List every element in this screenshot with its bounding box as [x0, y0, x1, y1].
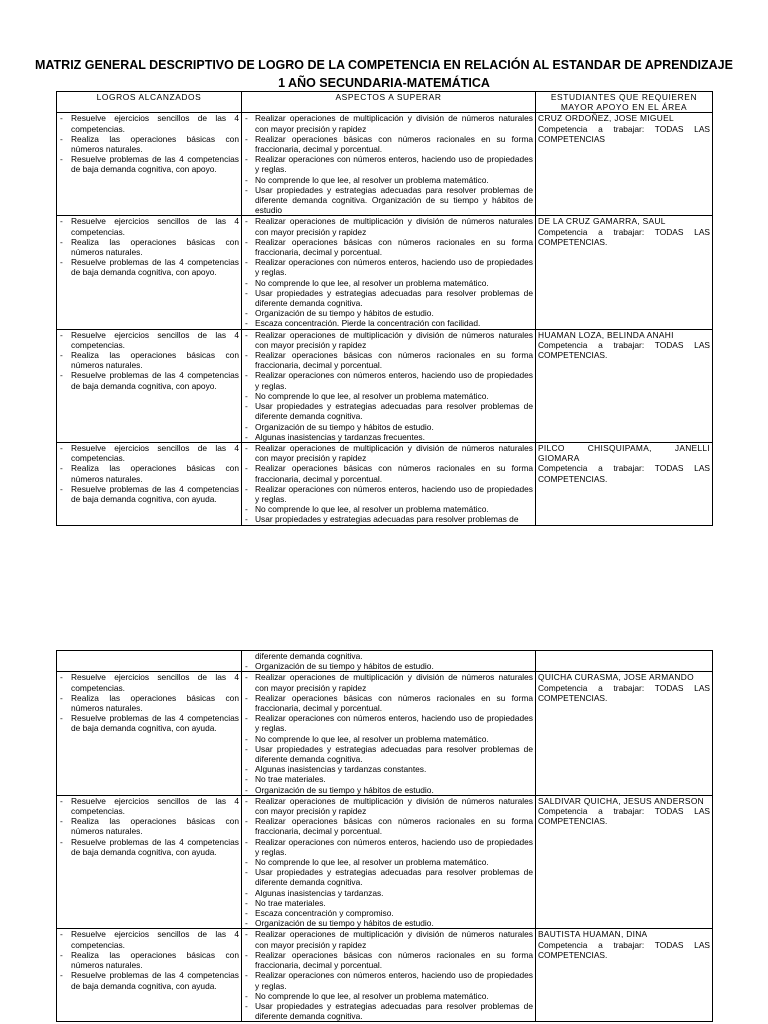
student-cell — [536, 795, 713, 929]
logros-cell — [57, 442, 242, 525]
aspecto-item: - Realizar operaciones con números enteros, haciendo uso de propiedades y reglas. — [244, 154, 533, 174]
aspecto-item: - Realizar operaciones con números enteros, haciendo uso de propiedades y reglas. — [244, 970, 533, 990]
student-competencia: Competencia a trabajar: TODAS LAS COMPETENCIAS. — [538, 939, 710, 960]
student-cell — [536, 216, 713, 329]
logro-item: - Realiza las operaciones básicas con números naturales. — [59, 950, 239, 970]
achievement-matrix-table-continued — [56, 650, 713, 1022]
table-row — [57, 442, 713, 525]
logros-cell — [57, 329, 242, 442]
student-name: BAUTISTA HUAMAN, DINA — [538, 929, 648, 940]
aspectos-cell — [242, 329, 536, 442]
aspecto-item: - Realizar operaciones de multiplicación y división de números naturales con mayor precisión y rapidez — [244, 216, 533, 236]
document-subtitle: 1 AÑO SECUNDARIA-MATEMÁTICA — [278, 76, 490, 90]
student-cell — [536, 672, 713, 795]
logro-item: - Resuelve problemas de las 4 competencias de baja demanda cognitiva, con ayuda. — [59, 713, 239, 733]
logros-cell — [57, 795, 242, 929]
logro-item: - Resuelve ejercicios sencillos de las 4 competencias. — [59, 672, 239, 692]
table-row — [57, 329, 713, 442]
table-row — [57, 795, 713, 929]
header-aspectos: ASPECTOS A SUPERAR — [242, 92, 536, 113]
logro-item: - Realiza las operaciones básicas con números naturales. — [59, 350, 239, 370]
aspecto-item: - Algunas inasistencias y tardanzas constantes. — [244, 764, 533, 774]
achievement-matrix-table — [56, 91, 713, 526]
header-logros: LOGROS ALCANZADOS — [57, 92, 242, 113]
logro-item: - Resuelve ejercicios sencillos de las 4 competencias. — [59, 929, 239, 949]
aspecto-item: - Organización de su tiempo y hábitos de estudio. — [244, 785, 533, 795]
aspectos-cell — [242, 672, 536, 795]
logro-item: - Resuelve problemas de las 4 competencias de baja demanda cognitiva, con apoyo. — [59, 154, 239, 174]
student-name: PILCO CHISQUIPAMA, JANELLI GIOMARA — [538, 442, 710, 464]
aspecto-item: - Escaza concentración. Pierde la concentración con facilidad. — [244, 318, 533, 328]
continuation-aspectos-cell — [242, 651, 536, 672]
logros-cell — [57, 216, 242, 329]
logro-item: - Resuelve problemas de las 4 competencias de baja demanda cognitiva, con ayuda. — [59, 837, 239, 857]
aspecto-item: - Realizar operaciones con números enteros, haciendo uso de propiedades y reglas. — [244, 484, 533, 504]
aspectos-cell — [242, 442, 536, 525]
aspecto-item: - Realizar operaciones de multiplicación y división de números naturales con mayor precisión y rapidez — [244, 929, 533, 949]
aspecto-item: - Usar propiedades y estrategias adecuadas para resolver problemas de — [244, 514, 533, 524]
aspecto-item: - No trae materiales. — [244, 774, 533, 784]
logro-item: - Resuelve problemas de las 4 competencias de baja demanda cognitiva, con ayuda. — [59, 970, 239, 990]
aspecto-item: - No trae materiales. — [244, 898, 533, 908]
student-competencia: Competencia a trabajar: TODAS LAS COMPETENCIAS. — [538, 806, 710, 827]
aspecto-item: - Realizar operaciones básicas con números racionales en su forma fraccionaria, decimal y porcentual. — [244, 463, 533, 483]
aspecto-item: - Usar propiedades y estrategias adecuadas para resolver problemas de diferente demanda cognitiva. — [244, 401, 533, 421]
student-name: CRUZ ORDOÑEZ, JOSE MIGUEL — [538, 113, 674, 124]
continuation-student-cell — [536, 651, 713, 672]
logros-cell — [57, 672, 242, 795]
aspecto-item: - Realizar operaciones con números enteros, haciendo uso de propiedades y reglas. — [244, 713, 533, 733]
aspectos-cell — [242, 113, 536, 216]
table-row — [57, 216, 713, 329]
aspecto-item: - Realizar operaciones básicas con números racionales en su forma fraccionaria, decimal y porcentual. — [244, 950, 533, 970]
aspecto-item: - Realizar operaciones con números enteros, haciendo uso de propiedades y reglas. — [244, 370, 533, 390]
table-header-row — [57, 92, 713, 113]
aspecto-item: - Realizar operaciones de multiplicación y división de números naturales con mayor precisión y rapidez — [244, 796, 533, 816]
student-competencia: Competencia a trabajar: TODAS LAS COMPETENCIAS. — [538, 339, 710, 361]
logro-item: - Resuelve ejercicios sencillos de las 4 competencias. — [59, 330, 239, 350]
logro-item: - Resuelve ejercicios sencillos de las 4 competencias. — [59, 216, 239, 236]
aspectos-cell — [242, 929, 536, 1022]
aspecto-item: - Realizar operaciones de multiplicación y división de números naturales con mayor precisión y rapidez — [244, 113, 533, 133]
logro-item: - Realiza las operaciones básicas con números naturales. — [59, 693, 239, 713]
logros-cell — [57, 113, 242, 216]
aspecto-item: - Realizar operaciones con números enteros, haciendo uso de propiedades y reglas. — [244, 837, 533, 857]
document-title: MATRIZ GENERAL DESCRIPTIVO DE LOGRO DE LA COMPETENCIA EN RELACIÓN AL ESTANDAR DE APRENDIZAJE — [35, 58, 733, 72]
aspectos-cell — [242, 216, 536, 329]
aspecto-item: - Realizar operaciones básicas con números racionales en su forma fraccionaria, decimal y porcentual. — [244, 350, 533, 370]
aspecto-item: - No comprende lo que lee, al resolver un problema matemático. — [244, 734, 533, 744]
aspectos-cell — [242, 795, 536, 929]
aspecto-item: - No comprende lo que lee, al resolver un problema matemático. — [244, 857, 533, 867]
header-estudiantes: ESTUDIANTES QUE REQUIEREN MAYOR APOYO EN EL ÁREA — [536, 92, 713, 113]
student-competencia: Competencia a trabajar: TODAS LAS COMPETENCIAS. — [538, 682, 710, 703]
aspecto-item: - Escaza concentración y compromiso. — [244, 908, 533, 918]
student-competencia: Competencia a trabajar: TODAS LAS COMPETENCIAS. — [538, 463, 710, 484]
logro-item: - Realiza las operaciones básicas con números naturales. — [59, 237, 239, 257]
table-row — [57, 929, 713, 1022]
aspecto-item: - Usar propiedades y estrategias adecuadas para resolver problemas de diferente demanda cognitiva. — [244, 1001, 533, 1021]
aspecto-item: - Organización de su tiempo y hábitos de estudio. — [244, 918, 533, 928]
student-competencia: Competencia a trabajar: TODAS LAS COMPETENCIAS. — [538, 226, 710, 247]
aspecto-item: - No comprende lo que lee, al resolver un problema matemático. — [244, 278, 533, 288]
aspecto-item: - No comprende lo que lee, al resolver un problema matemático. — [244, 991, 533, 1001]
aspecto-item: - Organización de su tiempo y hábitos de estudio. — [244, 308, 533, 318]
logros-cell — [57, 929, 242, 1022]
continuation-row — [57, 651, 713, 672]
aspecto-item: - Usar propiedades y estrategias adecuadas para resolver problemas de diferente demanda cognitiva. — [244, 288, 533, 308]
logro-item: - Resuelve ejercicios sencillos de las 4 competencias. — [59, 443, 239, 463]
aspecto-item: - Realizar operaciones básicas con números racionales en su forma fraccionaria, decimal y porcentual. — [244, 134, 533, 154]
student-cell — [536, 442, 713, 525]
aspecto-item: - Realizar operaciones básicas con números racionales en su forma fraccionaria, decimal y porcentual. — [244, 693, 533, 713]
student-name: QUICHA CURASMA, JOSE ARMANDO — [538, 672, 694, 683]
logro-item: - Resuelve problemas de las 4 competencias de baja demanda cognitiva, con apoyo. — [59, 370, 239, 390]
continuation-line: diferente demanda cognitiva. — [255, 651, 363, 661]
aspecto-item: - Usar propiedades y estrategias adecuadas para resolver problemas de diferente demanda cognitiva. — [244, 867, 533, 887]
student-name: SALDIVAR QUICHA, JESUS ANDERSON — [538, 795, 704, 806]
student-cell — [536, 329, 713, 442]
aspecto-item: - Organización de su tiempo y hábitos de estudio. — [244, 422, 533, 432]
aspecto-item: - Realizar operaciones básicas con números racionales en su forma fraccionaria, decimal y porcentual. — [244, 237, 533, 257]
student-competencia: Competencia a trabajar: TODAS LAS COMPETENCIAS — [538, 123, 710, 144]
logro-item: - Realiza las operaciones básicas con números naturales. — [59, 134, 239, 154]
logro-item: - Resuelve ejercicios sencillos de las 4 competencias. — [59, 796, 239, 816]
student-cell — [536, 929, 713, 1022]
logro-item: - Realiza las operaciones básicas con números naturales. — [59, 463, 239, 483]
aspecto-item: - Usar propiedades y estrategias adecuadas para resolver problemas de diferente demanda cognitiva. — [244, 744, 533, 764]
logro-item: - Resuelve problemas de las 4 competencias de baja demanda cognitiva, con apoyo. — [59, 257, 239, 277]
table-row — [57, 113, 713, 216]
logro-item: - Resuelve ejercicios sencillos de las 4 competencias. — [59, 113, 239, 133]
student-cell — [536, 113, 713, 216]
student-name: HUAMAN LOZA, BELINDA ANAHI — [538, 329, 674, 340]
table-row — [57, 672, 713, 795]
aspecto-item: - No comprende lo que lee, al resolver un problema matemático. — [244, 504, 533, 514]
logro-item: - Resuelve problemas de las 4 competencias de baja demanda cognitiva, con ayuda. — [59, 484, 239, 504]
aspecto-item: - No comprende lo que lee, al resolver un problema matemático. — [244, 391, 533, 401]
aspecto-item: - Algunas inasistencias y tardanzas. — [244, 888, 533, 898]
logro-item: - Realiza las operaciones básicas con números naturales. — [59, 816, 239, 836]
aspecto-item: - Realizar operaciones con números enteros, haciendo uso de propiedades y reglas. — [244, 257, 533, 277]
aspecto-item: - Realizar operaciones de multiplicación y división de números naturales con mayor precisión y rapidez — [244, 443, 533, 463]
aspecto-item: - Realizar operaciones de multiplicación y división de números naturales con mayor precisión y rapidez — [244, 330, 533, 350]
table-body-continued — [57, 651, 713, 1022]
continuation-logros-cell — [57, 651, 242, 672]
continuation-item: - Organización de su tiempo y hábitos de estudio. — [244, 661, 533, 671]
aspecto-item: - Realizar operaciones básicas con números racionales en su forma fraccionaria, decimal y porcentual. — [244, 816, 533, 836]
student-name: DE LA CRUZ GAMARRA, SAUL — [538, 216, 666, 227]
aspecto-item: - Algunas inasistencias y tardanzas frecuentes. — [244, 432, 533, 442]
aspecto-item: - No comprende lo que lee, al resolver un problema matemático. — [244, 175, 533, 185]
table-body — [57, 113, 713, 525]
aspecto-item: - Usar propiedades y estrategias adecuadas para resolver problemas de diferente demanda cognitiva. Organización de su tiempo y hábitos de estudio — [244, 185, 533, 216]
aspecto-item: - Realizar operaciones de multiplicación y división de números naturales con mayor precisión y rapidez — [244, 672, 533, 692]
